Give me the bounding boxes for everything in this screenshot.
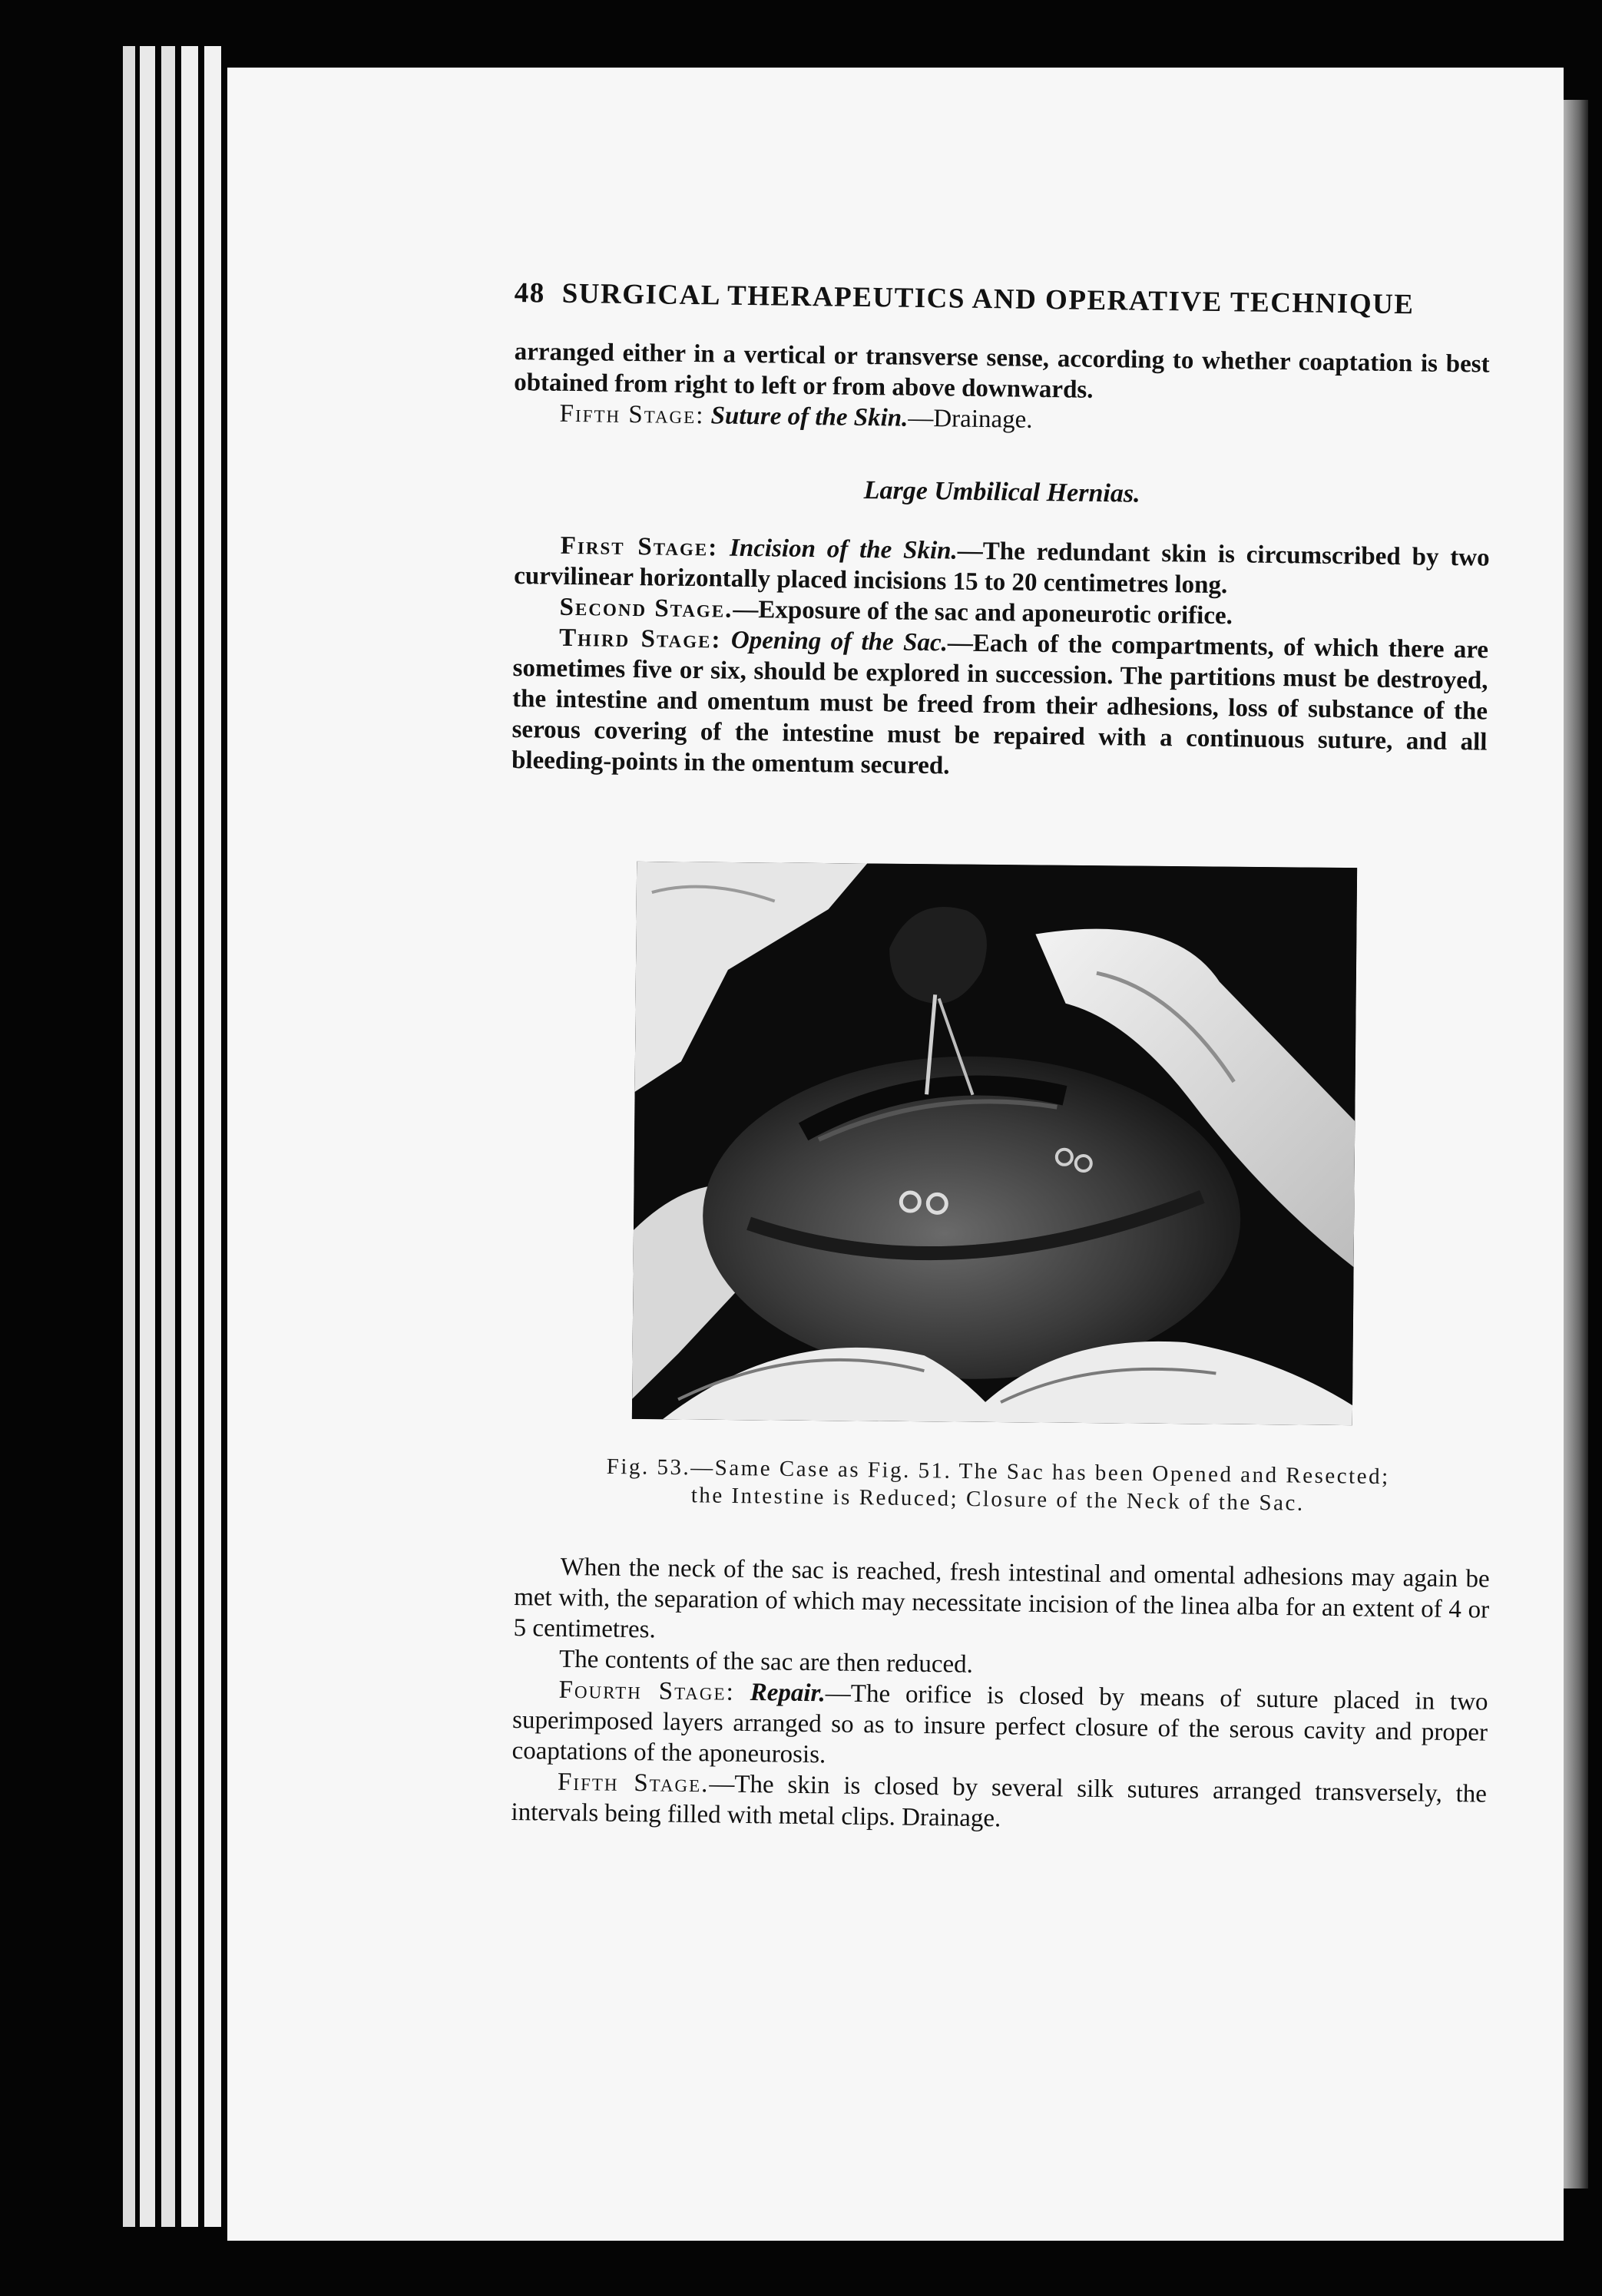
page-edge — [161, 46, 175, 2227]
running-head-title: SURGICAL THERAPEUTICS AND OPERATIVE TECHNIQUE — [561, 277, 1415, 321]
paragraph: Fifth Stage.—The skin is closed by several silk sutures arranged transversely, the intervals being filled with metal clips. Drainage. — [511, 1768, 1488, 1833]
bottom-text-block — [511, 1551, 1490, 1841]
section-title: Large Umbilical Hernias. — [863, 475, 1140, 508]
paragraph: Third Stage: Opening of the Sac.—Each of the compartments, of which there are sometimes five or six, should be explored in succession. The partitions must be destroyed, the intestine and omentum must be freed from their adhesions, loss of substance of the serous covering of the intestine must be repaired with a continuous suture, and all bleeding-points in the omentum secured. — [511, 624, 1489, 780]
page-edge — [140, 46, 155, 2227]
paragraph: arranged either in a vertical or transverse sense, according to whether coaptation is best obtained from right to left or from above downwards. — [513, 337, 1490, 404]
paragraph: Second Stage.—Exposure of the sac and aponeurotic orifice. — [559, 593, 1233, 630]
middle-text-block — [511, 530, 1490, 789]
page-edge — [181, 46, 198, 2227]
page-number: 48 — [514, 276, 545, 309]
page-edge — [204, 46, 221, 2227]
page-edge — [123, 46, 135, 2227]
caption-line: the Intestine is Reduced; Closure of the Neck of the Sac. — [690, 1483, 1305, 1516]
paragraph: First Stage: Incision of the Skin.—The redundant skin is circumscribed by two curvilinear horizontally placed incisions 15 to 20 centimetres long. — [513, 531, 1490, 600]
surgical-photograph — [632, 862, 1357, 1425]
paragraph: Fourth Stage: Repair.—The orifice is closed by means of suture placed in two superimposed layers arranged so as to insure perfect closure of the serous cavity and proper coaptations of the aponeurosis. — [511, 1676, 1488, 1769]
paragraph: When the neck of the sac is reached, fresh intestinal and omental adhesions may again be met with, the separation of which may necessitate incision of the linea alba for an extent of 4 or 5 centimetres. — [513, 1553, 1490, 1644]
paragraph: The contents of the sac are then reduced. — [558, 1645, 974, 1679]
top-text-block — [513, 336, 1489, 442]
caption-line: Fig. 53.—Same Case as Fig. 51. The Sac has been Opened and Resected; — [606, 1454, 1390, 1490]
paragraph: Fifth Stage: Suture of the Skin.—Drainage. — [559, 399, 1033, 434]
